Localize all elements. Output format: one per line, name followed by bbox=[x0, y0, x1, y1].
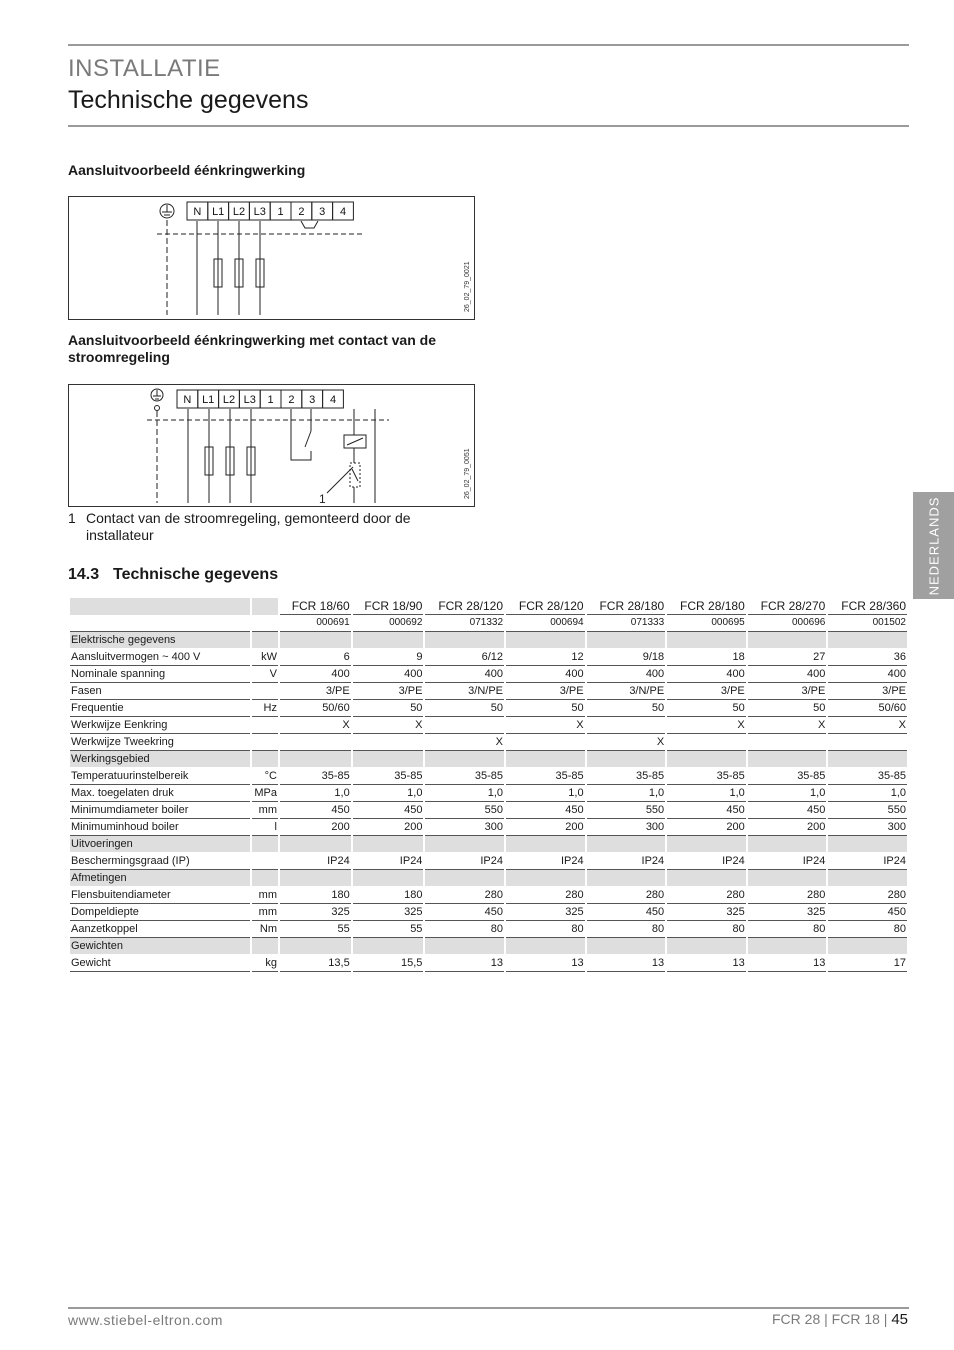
row-unit: V bbox=[252, 666, 278, 683]
table-cell: 180 bbox=[280, 887, 351, 904]
contact-wire bbox=[291, 409, 311, 460]
table-row bbox=[70, 785, 907, 802]
table-cell: 80 bbox=[506, 921, 585, 938]
table-cell: 13 bbox=[506, 955, 585, 972]
table-cell: 325 bbox=[353, 904, 424, 921]
terminal-label: 4 bbox=[339, 206, 347, 218]
footer-url: www.stiebel-eltron.com bbox=[68, 1312, 223, 1328]
group-filler bbox=[828, 836, 907, 853]
group-filler bbox=[425, 632, 504, 649]
footer-rule bbox=[68, 1307, 909, 1309]
model-header: FCR 28/180 bbox=[667, 598, 746, 615]
table-cell: 9 bbox=[353, 649, 424, 666]
table-cell: 13 bbox=[748, 955, 827, 972]
table-cell: 400 bbox=[506, 666, 585, 683]
row-label: Minimuminhoud boiler bbox=[70, 819, 250, 836]
table-row bbox=[70, 921, 907, 938]
group-filler bbox=[425, 836, 504, 853]
group-filler bbox=[252, 751, 278, 768]
table-cell: 1,0 bbox=[506, 785, 585, 802]
table-row bbox=[70, 768, 907, 785]
spec-table bbox=[68, 598, 909, 972]
table-cell: IP24 bbox=[828, 853, 907, 870]
terminal-label: L1 bbox=[202, 394, 215, 406]
table-cell: X bbox=[280, 717, 351, 734]
earth-icon bbox=[151, 389, 163, 411]
terminal-label: L3 bbox=[243, 394, 256, 406]
table-cell: 13 bbox=[587, 955, 666, 972]
table-cell: 550 bbox=[587, 802, 666, 819]
table-cell: 280 bbox=[425, 887, 504, 904]
wiring-diagram-with-contact bbox=[68, 384, 475, 507]
model-header: FCR 18/90 bbox=[353, 598, 424, 615]
earth-icon bbox=[160, 204, 174, 218]
table-cell: X bbox=[667, 717, 746, 734]
group-filler bbox=[353, 870, 424, 887]
table-cell: X bbox=[506, 717, 585, 734]
model-code: 071332 bbox=[425, 615, 504, 632]
table-row bbox=[70, 717, 907, 734]
group-filler bbox=[506, 938, 585, 955]
table-cell: 80 bbox=[425, 921, 504, 938]
group-filler bbox=[280, 632, 351, 649]
group-filler bbox=[280, 938, 351, 955]
table-cell: IP24 bbox=[280, 853, 351, 870]
group-filler bbox=[353, 751, 424, 768]
model-code: 000696 bbox=[748, 615, 827, 632]
group-label: Elektrische gegevens bbox=[70, 632, 250, 649]
row-unit bbox=[252, 853, 278, 870]
table-cell bbox=[280, 734, 351, 751]
table-cell: 450 bbox=[425, 904, 504, 921]
footnote-number: 1 bbox=[68, 510, 76, 526]
table-cell: 35-85 bbox=[506, 768, 585, 785]
group-filler bbox=[280, 836, 351, 853]
table-cell: 3/PE bbox=[748, 683, 827, 700]
table-cell: 13 bbox=[667, 955, 746, 972]
code-unit-corner bbox=[252, 615, 278, 632]
footer-product-label: FCR 28 | FCR 18 | bbox=[772, 1311, 888, 1327]
group-filler bbox=[828, 938, 907, 955]
group-filler bbox=[506, 870, 585, 887]
group-filler bbox=[828, 751, 907, 768]
table-group-row bbox=[70, 632, 907, 649]
table-cell bbox=[353, 734, 424, 751]
terminal-label: 3 bbox=[319, 206, 326, 218]
page-title: Technische gegevens bbox=[68, 86, 309, 114]
section-number: 14.3 bbox=[68, 566, 100, 583]
group-filler bbox=[353, 938, 424, 955]
group-filler bbox=[353, 632, 424, 649]
table-cell: 50 bbox=[353, 700, 424, 717]
table-cell: 50 bbox=[506, 700, 585, 717]
row-label: Nominale spanning bbox=[70, 666, 250, 683]
table-cell: 450 bbox=[828, 904, 907, 921]
group-filler bbox=[506, 751, 585, 768]
table-row bbox=[70, 955, 907, 972]
table-cell: 35-85 bbox=[353, 768, 424, 785]
table-cell: 200 bbox=[280, 819, 351, 836]
table-cell: 3/N/PE bbox=[425, 683, 504, 700]
group-filler bbox=[425, 870, 504, 887]
row-label: Dompeldiepte bbox=[70, 904, 250, 921]
table-row bbox=[70, 887, 907, 904]
group-filler bbox=[667, 938, 746, 955]
table-cell: 50/60 bbox=[280, 700, 351, 717]
group-filler bbox=[506, 632, 585, 649]
table-cell: 200 bbox=[506, 819, 585, 836]
table-cell: 35-85 bbox=[828, 768, 907, 785]
model-header: FCR 28/360 bbox=[828, 598, 907, 615]
table-cell: 280 bbox=[828, 887, 907, 904]
table-cell: 80 bbox=[667, 921, 746, 938]
language-tab bbox=[913, 492, 954, 599]
table-cell: 12 bbox=[506, 649, 585, 666]
table-cell: 300 bbox=[425, 819, 504, 836]
top-rule bbox=[68, 44, 909, 46]
group-filler bbox=[667, 632, 746, 649]
model-code: 000692 bbox=[353, 615, 424, 632]
table-cell: 50/60 bbox=[828, 700, 907, 717]
group-filler bbox=[252, 938, 278, 955]
table-cell: 300 bbox=[587, 819, 666, 836]
terminal-label: L3 bbox=[253, 206, 266, 218]
group-filler bbox=[748, 938, 827, 955]
table-row bbox=[70, 734, 907, 751]
header-rule bbox=[68, 125, 909, 127]
table-cell bbox=[748, 734, 827, 751]
table-cell: 3/N/PE bbox=[587, 683, 666, 700]
table-cell: 35-85 bbox=[425, 768, 504, 785]
table-row bbox=[70, 649, 907, 666]
row-unit: l bbox=[252, 819, 278, 836]
table-row bbox=[70, 819, 907, 836]
table-cell: 15,5 bbox=[353, 955, 424, 972]
row-label: Flensbuitendiameter bbox=[70, 887, 250, 904]
table-cell: 200 bbox=[353, 819, 424, 836]
table-cell: 50 bbox=[667, 700, 746, 717]
model-header: FCR 18/60 bbox=[280, 598, 351, 615]
table-cell: 50 bbox=[425, 700, 504, 717]
table-cell: IP24 bbox=[506, 853, 585, 870]
table-cell: 400 bbox=[280, 666, 351, 683]
group-filler bbox=[667, 751, 746, 768]
terminal-label: 2 bbox=[288, 394, 295, 406]
table-cell: 450 bbox=[353, 802, 424, 819]
table-cell: 35-85 bbox=[748, 768, 827, 785]
group-filler bbox=[587, 938, 666, 955]
table-cell: 280 bbox=[748, 887, 827, 904]
group-label: Uitvoeringen bbox=[70, 836, 250, 853]
table-cell: X bbox=[587, 734, 666, 751]
terminal-label: L2 bbox=[222, 394, 236, 406]
row-label: Max. toegelaten druk bbox=[70, 785, 250, 802]
table-cell: 55 bbox=[353, 921, 424, 938]
table-cell: 450 bbox=[280, 802, 351, 819]
table-cell: 55 bbox=[280, 921, 351, 938]
row-unit: Hz bbox=[252, 700, 278, 717]
row-label: Minimumdiameter boiler bbox=[70, 802, 250, 819]
table-cell: 50 bbox=[587, 700, 666, 717]
table-cell: 1,0 bbox=[587, 785, 666, 802]
terminal-label: N bbox=[183, 394, 192, 406]
table-row bbox=[70, 666, 907, 683]
table-cell: 3/PE bbox=[506, 683, 585, 700]
page-number: 45 bbox=[891, 1311, 908, 1328]
group-filler bbox=[748, 836, 827, 853]
table-cell: X bbox=[353, 717, 424, 734]
group-filler bbox=[587, 870, 666, 887]
diagram2-code: 26_02_79_0051 bbox=[464, 448, 471, 499]
model-code: 001502 bbox=[828, 615, 907, 632]
table-cell: 36 bbox=[828, 649, 907, 666]
model-code: 000695 bbox=[667, 615, 746, 632]
table-row bbox=[70, 683, 907, 700]
relay-switch-icon bbox=[305, 431, 311, 447]
table-cell: 280 bbox=[587, 887, 666, 904]
table-cell bbox=[506, 734, 585, 751]
table-cell: 280 bbox=[506, 887, 585, 904]
table-cell: 550 bbox=[425, 802, 504, 819]
table-group-row bbox=[70, 870, 907, 887]
terminal-strip bbox=[177, 390, 343, 408]
table-cell: 1,0 bbox=[748, 785, 827, 802]
table-cell: 1,0 bbox=[280, 785, 351, 802]
table-cell: 400 bbox=[425, 666, 504, 683]
bridge-2-3 bbox=[301, 221, 318, 228]
table-group-row bbox=[70, 836, 907, 853]
table-cell: 1,0 bbox=[425, 785, 504, 802]
group-label: Gewichten bbox=[70, 938, 250, 955]
row-unit: mm bbox=[252, 887, 278, 904]
table-group-row bbox=[70, 938, 907, 955]
table-cell: 6/12 bbox=[425, 649, 504, 666]
terminal-label: 3 bbox=[309, 394, 316, 406]
table-cell: 325 bbox=[280, 904, 351, 921]
table-cell: 13 bbox=[425, 955, 504, 972]
table-cell: 450 bbox=[748, 802, 827, 819]
row-label: Temperatuurinstelbereik bbox=[70, 768, 250, 785]
callout-number: 1 bbox=[319, 492, 326, 506]
row-label: Aansluitvermogen ~ 400 V bbox=[70, 649, 250, 666]
table-cell: 18 bbox=[667, 649, 746, 666]
table-group-row bbox=[70, 751, 907, 768]
terminal-strip bbox=[187, 202, 353, 220]
relay-coil-mark bbox=[347, 438, 363, 445]
row-unit: °C bbox=[252, 768, 278, 785]
table-cell: 180 bbox=[353, 887, 424, 904]
table-cell: 3/PE bbox=[280, 683, 351, 700]
table-cell: 35-85 bbox=[667, 768, 746, 785]
group-filler bbox=[425, 751, 504, 768]
row-label: Gewicht bbox=[70, 955, 250, 972]
table-cell: 80 bbox=[828, 921, 907, 938]
group-filler bbox=[280, 751, 351, 768]
table-cell: 450 bbox=[587, 904, 666, 921]
group-filler bbox=[667, 836, 746, 853]
header-corner bbox=[70, 598, 250, 615]
header-unit-corner bbox=[252, 598, 278, 615]
table-header-codes bbox=[70, 615, 907, 632]
table-cell: IP24 bbox=[353, 853, 424, 870]
group-label: Afmetingen bbox=[70, 870, 250, 887]
group-filler bbox=[667, 870, 746, 887]
table-row bbox=[70, 700, 907, 717]
terminal-label: L1 bbox=[212, 206, 225, 218]
table-cell: 400 bbox=[667, 666, 746, 683]
table-cell: 325 bbox=[748, 904, 827, 921]
section-heading bbox=[68, 566, 278, 584]
table-row bbox=[70, 904, 907, 921]
external-contact-switch-icon bbox=[352, 469, 358, 481]
table-cell: 1,0 bbox=[667, 785, 746, 802]
table-cell: 400 bbox=[748, 666, 827, 683]
table-cell bbox=[587, 717, 666, 734]
wiring-diagram-svg bbox=[69, 197, 474, 319]
group-filler bbox=[252, 870, 278, 887]
terminal-label: L2 bbox=[232, 206, 246, 218]
group-filler bbox=[353, 836, 424, 853]
table-cell: 35-85 bbox=[587, 768, 666, 785]
table-cell: X bbox=[748, 717, 827, 734]
table-cell: X bbox=[425, 734, 504, 751]
group-filler bbox=[425, 938, 504, 955]
table-row bbox=[70, 802, 907, 819]
table-cell: IP24 bbox=[667, 853, 746, 870]
language-tab-label: NEDERLANDS bbox=[926, 496, 941, 595]
diagram2-heading: Aansluitvoorbeeld éénkringwerking met contact van de stroomregeling bbox=[68, 332, 436, 365]
group-filler bbox=[587, 751, 666, 768]
row-label: Aanzetkoppel bbox=[70, 921, 250, 938]
table-cell: IP24 bbox=[748, 853, 827, 870]
table-cell: IP24 bbox=[425, 853, 504, 870]
table-cell: 80 bbox=[587, 921, 666, 938]
group-filler bbox=[252, 632, 278, 649]
group-filler bbox=[252, 836, 278, 853]
wiring-diagram-single-circuit bbox=[68, 196, 475, 320]
row-unit: kg bbox=[252, 955, 278, 972]
table-cell: 6 bbox=[280, 649, 351, 666]
row-unit: kW bbox=[252, 649, 278, 666]
table-cell: 550 bbox=[828, 802, 907, 819]
table-cell: 400 bbox=[353, 666, 424, 683]
group-filler bbox=[748, 632, 827, 649]
table-cell: 3/PE bbox=[353, 683, 424, 700]
row-label: Frequentie bbox=[70, 700, 250, 717]
row-unit bbox=[252, 683, 278, 700]
row-unit: Nm bbox=[252, 921, 278, 938]
table-cell: 27 bbox=[748, 649, 827, 666]
terminal-label: 1 bbox=[277, 206, 284, 218]
table-cell: 35-85 bbox=[280, 768, 351, 785]
table-cell bbox=[667, 734, 746, 751]
model-header: FCR 28/120 bbox=[506, 598, 585, 615]
table-row bbox=[70, 853, 907, 870]
callout-line bbox=[327, 467, 353, 493]
model-code: 000694 bbox=[506, 615, 585, 632]
group-filler bbox=[280, 870, 351, 887]
table-cell: 50 bbox=[748, 700, 827, 717]
footnote-text: Contact van de stroomregeling, gemonteerd door de installateur bbox=[86, 510, 411, 543]
group-filler bbox=[587, 632, 666, 649]
row-unit bbox=[252, 734, 278, 751]
row-unit bbox=[252, 717, 278, 734]
table-cell: 3/PE bbox=[828, 683, 907, 700]
group-label: Werkingsgebied bbox=[70, 751, 250, 768]
table-header-models bbox=[70, 598, 907, 615]
group-filler bbox=[828, 632, 907, 649]
table-cell: X bbox=[828, 717, 907, 734]
code-corner bbox=[70, 615, 250, 632]
group-filler bbox=[506, 836, 585, 853]
table-cell: 300 bbox=[828, 819, 907, 836]
terminal-label: 2 bbox=[298, 206, 305, 218]
diagram1-code: 26_02_79_0021 bbox=[464, 261, 471, 312]
model-header: FCR 28/120 bbox=[425, 598, 504, 615]
table-cell: 325 bbox=[667, 904, 746, 921]
row-label: Beschermingsgraad (IP) bbox=[70, 853, 250, 870]
group-filler bbox=[587, 836, 666, 853]
diagram1-heading: Aansluitvoorbeeld éénkringwerking bbox=[68, 162, 306, 178]
table-cell: 400 bbox=[587, 666, 666, 683]
table-cell bbox=[828, 734, 907, 751]
footer-product bbox=[772, 1311, 908, 1328]
table-cell: 80 bbox=[748, 921, 827, 938]
model-code: 000691 bbox=[280, 615, 351, 632]
section-label: INSTALLATIE bbox=[68, 55, 221, 82]
table-cell: IP24 bbox=[587, 853, 666, 870]
terminal-label: N bbox=[193, 206, 202, 218]
table-body bbox=[70, 632, 907, 972]
row-unit: mm bbox=[252, 802, 278, 819]
row-label: Fasen bbox=[70, 683, 250, 700]
table-cell: 3/PE bbox=[667, 683, 746, 700]
table-cell: 200 bbox=[667, 819, 746, 836]
table-cell bbox=[425, 717, 504, 734]
group-filler bbox=[748, 751, 827, 768]
table-cell: 325 bbox=[506, 904, 585, 921]
table-cell: 9/18 bbox=[587, 649, 666, 666]
model-code: 071333 bbox=[587, 615, 666, 632]
model-header: FCR 28/180 bbox=[587, 598, 666, 615]
row-label: Werkwijze Eenkring bbox=[70, 717, 250, 734]
terminal-label: 4 bbox=[329, 394, 337, 406]
table-cell: 400 bbox=[828, 666, 907, 683]
table-cell: 1,0 bbox=[828, 785, 907, 802]
group-filler bbox=[748, 870, 827, 887]
table-cell: 13,5 bbox=[280, 955, 351, 972]
wiring-diagram-svg bbox=[69, 385, 474, 506]
model-header: FCR 28/270 bbox=[748, 598, 827, 615]
section-title: Technische gegevens bbox=[113, 566, 279, 583]
row-unit: mm bbox=[252, 904, 278, 921]
table-cell: 200 bbox=[748, 819, 827, 836]
table-cell: 17 bbox=[828, 955, 907, 972]
row-unit: MPa bbox=[252, 785, 278, 802]
group-filler bbox=[828, 870, 907, 887]
terminal-label: 1 bbox=[267, 394, 274, 406]
row-label: Werkwijze Tweekring bbox=[70, 734, 250, 751]
table-cell: 450 bbox=[667, 802, 746, 819]
table-cell: 450 bbox=[506, 802, 585, 819]
table-cell: 1,0 bbox=[353, 785, 424, 802]
table-cell: 280 bbox=[667, 887, 746, 904]
